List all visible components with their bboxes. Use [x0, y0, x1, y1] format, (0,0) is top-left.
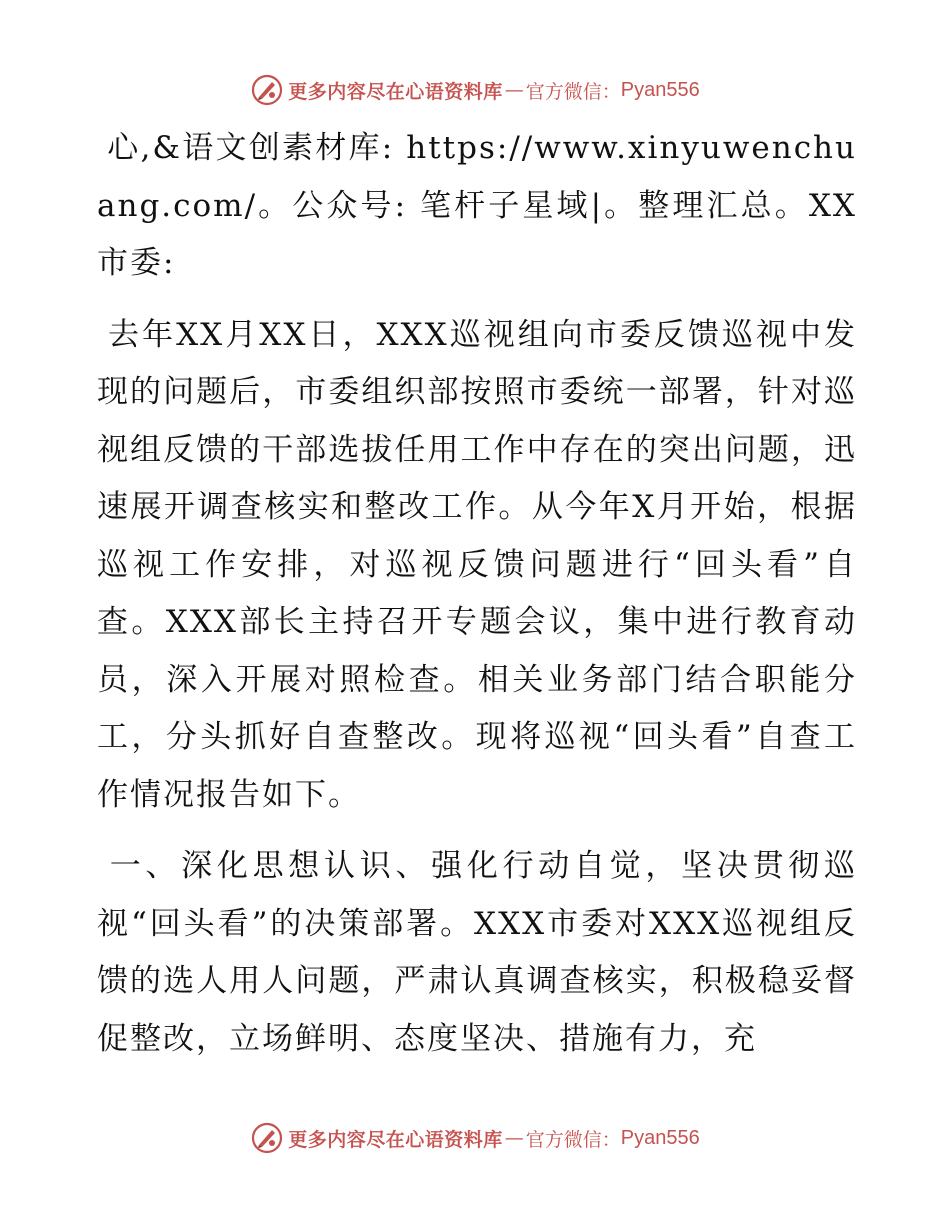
quill-pen-seal-icon — [250, 73, 284, 107]
paragraph-text: 心,&语文创素材库: https://www.xinyuwenchuang.com/。公众号: 笔杆子星域|。整理汇总。XX市委: — [97, 130, 857, 281]
header-watermark-banner — [0, 72, 950, 108]
banner-wechat-label: 官方微信： — [525, 1128, 621, 1151]
banner-main-text: 更多内容尽在心语资料库 — [288, 1128, 503, 1151]
document-paragraph-3 — [97, 838, 857, 1068]
banner-dash: — — [504, 1127, 524, 1149]
banner-main-text: 更多内容尽在心语资料库 — [288, 80, 503, 103]
banner-dash: — — [504, 79, 524, 101]
footer-watermark-banner — [0, 1120, 950, 1156]
document-body — [97, 120, 857, 1082]
paragraph-text: 去年XX月XX日，XXX巡视组向市委反馈巡视中发现的问题后，市委组织部按照市委统一部署，针对巡视组反馈的干部选拔任用工作中存在的突出问题，迅速展开调查核实和整改工作。从今年X月开始，根据巡视工作安排，对巡视反馈问题进行“回头看”自查。XXX部长主持召开专题会议，集中进行教育动员，深入开展对照检查。相关业务部门结合职能分工，分头抓好自查整改。现将巡视“回头看”自查工作情况报告如下。 — [97, 316, 857, 813]
quill-pen-seal-icon — [250, 1121, 284, 1155]
document-paragraph-1 — [97, 120, 857, 293]
document-paragraph-2 — [97, 307, 857, 825]
banner-wechat-id: Pyan556 — [620, 78, 700, 101]
banner-wechat-label: 官方微信： — [525, 80, 621, 103]
paragraph-text: 一、深化思想认识、强化行动自觉，坚决贯彻巡视“回头看”的决策部署。XXX市委对XXX巡视组反馈的选人用人问题，严肃认真调查核实，积极稳妥督促整改，立场鲜明、态度坚决、措施有力，充 — [97, 848, 857, 1057]
banner-wechat-id: Pyan556 — [620, 1126, 700, 1149]
